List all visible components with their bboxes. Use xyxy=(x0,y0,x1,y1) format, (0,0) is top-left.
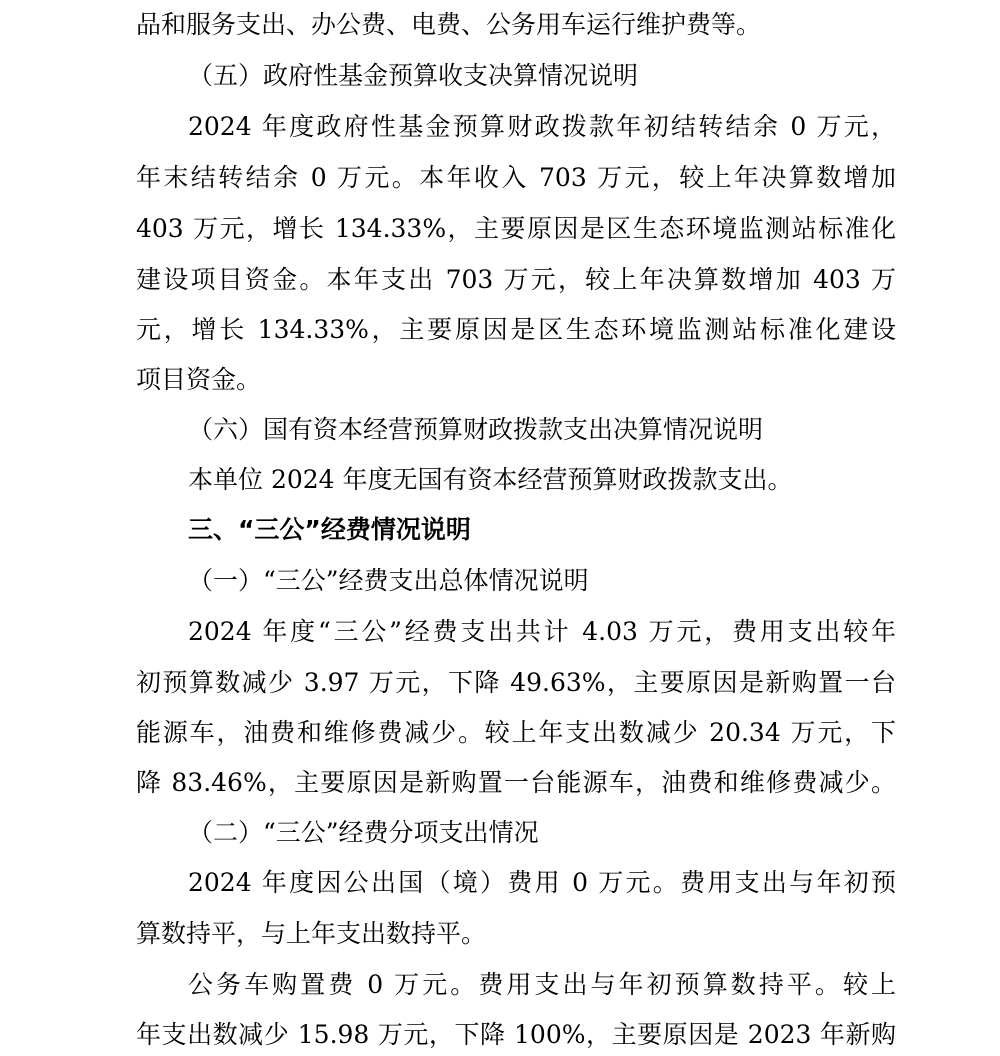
paragraph-line: 公务车购置费 0 万元。费用支出与年初预算数持平。较上 xyxy=(188,970,896,999)
paragraph-line: 2024 年度“三公”经费支出共计 4.03 万元，费用支出较年 xyxy=(188,617,896,646)
paragraph-line: 元，增长 134.33%，主要原因是区生态环境监测站标准化建设 xyxy=(136,315,896,344)
section-heading-6: （六）国有资本经营预算财政拨款支出决算情况说明 xyxy=(188,415,764,444)
paragraph-line: 算数持平，与上年支出数持平。 xyxy=(136,919,487,948)
section-heading-5: （五）政府性基金预算收支决算情况说明 xyxy=(188,61,639,90)
paragraph-line: 降 83.46%，主要原因是新购置一台能源车，油费和维修费减少。 xyxy=(136,768,896,797)
paragraph-line: 本单位 2024 年度无国有资本经营预算财政拨款支出。 xyxy=(188,465,793,494)
section-heading-1: （一）“三公”经费支出总体情况说明 xyxy=(188,566,589,595)
paragraph-line: 能源车，油费和维修费减少。较上年支出数减少 20.34 万元，下 xyxy=(136,718,896,747)
paragraph-line: 建设项目资金。本年支出 703 万元，较上年决算数增加 403 万 xyxy=(136,265,896,294)
chapter-heading-3: 三、“三公”经费情况说明 xyxy=(188,515,471,544)
paragraph-line: 品和服务支出、办公费、电费、公务用车运行维护费等。 xyxy=(136,10,762,39)
paragraph-line: 年支出数减少 15.98 万元，下降 100%，主要原因是 2023 年新购 xyxy=(136,1020,896,1049)
paragraph-line: 2024 年度政府性基金预算财政拨款年初结转结余 0 万元， xyxy=(188,112,896,141)
paragraph-line: 年末结转结余 0 万元。本年收入 703 万元，较上年决算数增加 xyxy=(136,163,896,192)
paragraph-line: 403 万元，增长 134.33%，主要原因是区生态环境监测站标准化 xyxy=(136,214,896,243)
paragraph-line: 2024 年度因公出国（境）费用 0 万元。费用支出与年初预 xyxy=(188,868,896,897)
paragraph-line: 项目资金。 xyxy=(136,365,262,394)
paragraph-line: 初预算数减少 3.97 万元，下降 49.63%，主要原因是新购置一台 xyxy=(136,668,896,697)
section-heading-2: （二）“三公”经费分项支出情况 xyxy=(188,818,539,847)
